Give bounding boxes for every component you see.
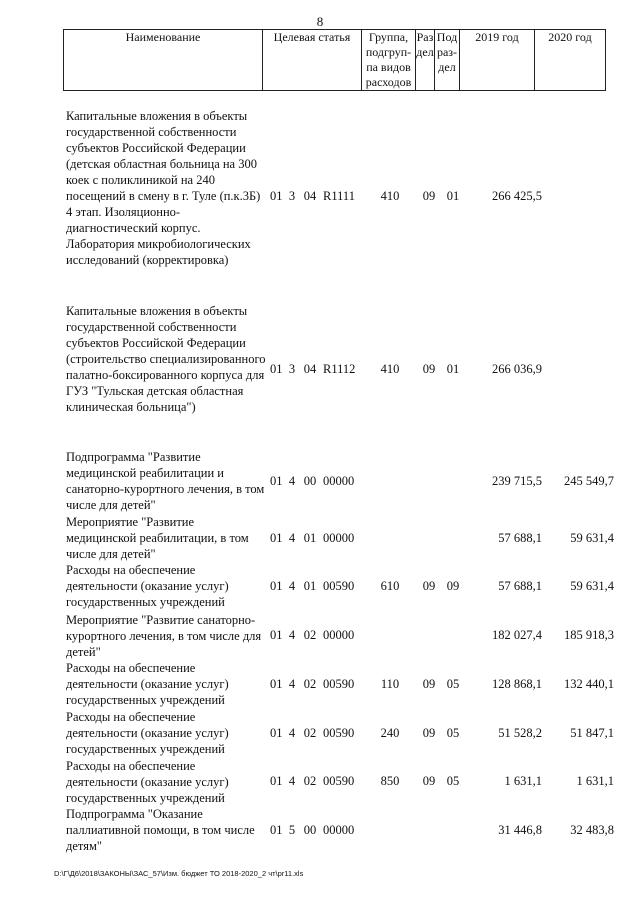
- header-group-line: расходов: [365, 75, 412, 89]
- row-code-program: 01: [270, 531, 283, 545]
- row-section: 09: [422, 677, 436, 691]
- row-2019: 182 027,4: [492, 628, 542, 642]
- row-group: 410: [380, 362, 400, 376]
- row-group: 410: [380, 189, 400, 203]
- row-2019: 128 868,1: [492, 677, 542, 691]
- row-code-subprogram: 4: [288, 726, 296, 740]
- row-code-subprogram: 5: [288, 823, 296, 837]
- row-code-event: 02: [303, 677, 317, 691]
- row-code-direction: 00590: [323, 774, 355, 788]
- row-code-program: 01: [270, 726, 283, 740]
- row-code-subprogram: 4: [288, 474, 296, 488]
- row-subsection: 05: [446, 726, 460, 740]
- row-2019: 31 446,8: [498, 823, 542, 837]
- row-2020: 1 631,1: [576, 774, 614, 788]
- row-code-direction: 00000: [323, 823, 355, 837]
- row-name: Мероприятие "Развитие санаторно-курортного лечения, в том числе для детей": [66, 613, 262, 659]
- row-group: 610: [380, 579, 400, 593]
- header-subsection-line: дел: [438, 60, 456, 74]
- row-code-subprogram: 4: [288, 677, 296, 691]
- header-group-line: подгруп-: [365, 45, 412, 59]
- header-section-line: Раз: [416, 30, 434, 44]
- table-header: [63, 29, 606, 91]
- row-2020: 185 918,3: [564, 628, 614, 642]
- row-code-program: 01: [270, 474, 283, 488]
- row-subsection: 05: [446, 677, 460, 691]
- row-group: 110: [380, 677, 400, 691]
- row-2019: 239 715,5: [492, 474, 542, 488]
- row-code-subprogram: 3: [288, 189, 296, 203]
- row-name: Капитальные вложения в объекты государственной собственности субъектов Российской Федерации (строительство специализированного палатно-боксированного корпуса для ГУЗ "Тульская детская областная клиническая больница"): [66, 304, 266, 414]
- row-code-event: 00: [303, 823, 317, 837]
- row-2020: 245 549,7: [564, 474, 614, 488]
- header-section-line: дел: [416, 45, 434, 59]
- row-code-program: 01: [270, 362, 283, 376]
- row-code-event: 02: [303, 726, 317, 740]
- row-2020: 51 847,1: [570, 726, 614, 740]
- row-code-program: 01: [270, 628, 283, 642]
- row-code-program: 01: [270, 189, 283, 203]
- row-2019: 266 036,9: [492, 362, 542, 376]
- row-code-direction: 00590: [323, 579, 355, 593]
- header-subsection-line: раз-: [436, 45, 458, 59]
- row-name: Подпрограмма "Оказание паллиативной помощи, в том числе детям": [66, 807, 255, 853]
- row-2019: 57 688,1: [498, 579, 542, 593]
- row-name: Подпрограмма "Развитие медицинской реабилитации и санаторно-курортного лечения, в том числе для детей": [66, 450, 265, 512]
- row-2019: 1 631,1: [504, 774, 542, 788]
- row-section: 09: [422, 362, 436, 376]
- row-name: Расходы на обеспечение деятельности (оказание услуг) государственных учреждений: [66, 710, 229, 756]
- row-code-program: 01: [270, 677, 283, 691]
- row-section: 09: [422, 774, 436, 788]
- header-group-line: па видов: [366, 60, 411, 74]
- row-name: Капитальные вложения в объекты государственной собственности субъектов Российской Федерации (детская областная больница на 300 коек с поликлиникой на 240 посещений в смену в г. Туле (п.к.3Б) 4 этап. Изоляционно-диагностический корпус. Лаборатория микробиологических исследований (корректировка): [66, 109, 261, 267]
- row-name: Расходы на обеспечение деятельности (оказание услуг) государственных учреждений: [66, 661, 229, 707]
- header-2019: 2019 год: [460, 30, 535, 91]
- header-group: [362, 30, 416, 91]
- header-subsection: [435, 30, 460, 91]
- header-name: Наименование: [64, 30, 263, 91]
- header-target: Целевая статья: [263, 30, 362, 91]
- row-code-event: 02: [303, 628, 317, 642]
- header-group-line: Группа,: [368, 30, 409, 44]
- row-code-subprogram: 4: [288, 774, 296, 788]
- row-code-event: 02: [303, 774, 317, 788]
- row-subsection: 05: [446, 774, 460, 788]
- row-subsection: 01: [446, 362, 460, 376]
- row-2020: 59 631,4: [570, 531, 614, 545]
- row-2019: 51 528,2: [498, 726, 542, 740]
- row-code-event: 04: [303, 362, 317, 376]
- row-section: 09: [422, 189, 436, 203]
- row-group: 240: [380, 726, 400, 740]
- header-section: [416, 30, 435, 91]
- row-code-event: 01: [303, 531, 317, 545]
- row-code-program: 01: [270, 579, 283, 593]
- row-code-subprogram: 4: [288, 628, 296, 642]
- row-code-subprogram: 3: [288, 362, 296, 376]
- row-name: Мероприятие "Развитие медицинской реабилитации, в том числе для детей": [66, 515, 249, 561]
- row-code-subprogram: 4: [288, 579, 296, 593]
- header-subsection-line: Под: [436, 30, 458, 44]
- row-group: 850: [380, 774, 400, 788]
- row-section: 09: [422, 726, 436, 740]
- row-subsection: 09: [446, 579, 460, 593]
- row-section: 09: [422, 579, 436, 593]
- row-name: Расходы на обеспечение деятельности (оказание услуг) государственных учреждений: [66, 563, 229, 609]
- row-code-event: 04: [303, 189, 317, 203]
- row-code-event: 01: [303, 579, 317, 593]
- row-2019: 57 688,1: [498, 531, 542, 545]
- row-code-direction: R1112: [323, 362, 356, 376]
- row-code-direction: 00590: [323, 677, 355, 691]
- footer-file-path: D:\Г\Д6\2018\ЗАКОНЫ\ЗАС_57\Изм. бюджет ТО 2018-2020_2 чт\pr11.xls: [54, 869, 304, 878]
- row-code-program: 01: [270, 823, 283, 837]
- row-code-direction: 00000: [323, 474, 355, 488]
- row-2019: 266 425,5: [492, 189, 542, 203]
- row-2020: 132 440,1: [564, 677, 614, 691]
- row-2020: 59 631,4: [570, 579, 614, 593]
- row-code-program: 01: [270, 774, 283, 788]
- row-code-direction: 00000: [323, 628, 355, 642]
- row-code-subprogram: 4: [288, 531, 296, 545]
- row-subsection: 01: [446, 189, 460, 203]
- row-code-event: 00: [303, 474, 317, 488]
- row-2020: 32 483,8: [570, 823, 614, 837]
- row-code-direction: 00000: [323, 531, 355, 545]
- row-name: Расходы на обеспечение деятельности (оказание услуг) государственных учреждений: [66, 759, 229, 805]
- row-code-direction: 00590: [323, 726, 355, 740]
- header-2020: 2020 год: [535, 30, 606, 91]
- row-code-direction: R1111: [323, 189, 355, 203]
- page-number: 8: [316, 14, 324, 29]
